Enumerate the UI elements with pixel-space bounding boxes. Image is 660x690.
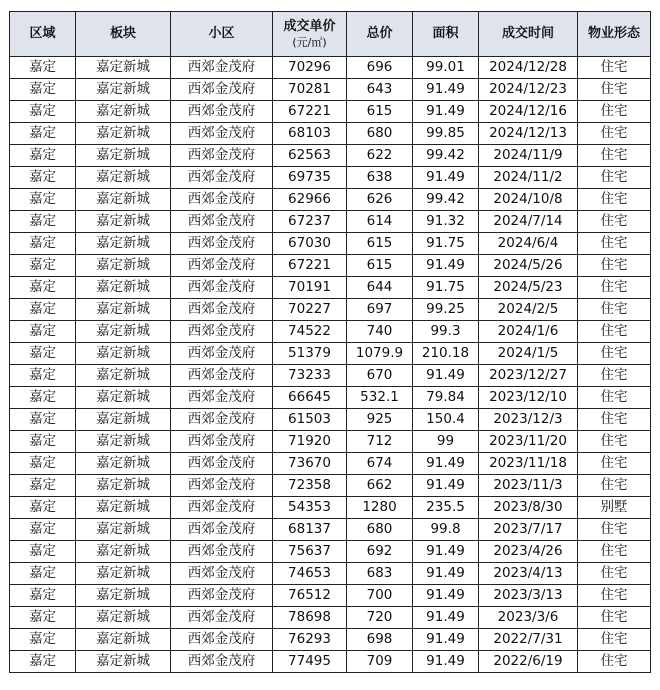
sector-cell: 嘉定新城 [76,585,171,607]
community-cell: 西郊金茂府 [171,519,273,541]
unit-price-cell: 62966 [273,189,347,211]
area-cell: 99.42 [413,145,479,167]
deal-date-cell: 2024/6/4 [479,233,578,255]
area-cell: 99.85 [413,123,479,145]
property-type-cell: 住宅 [578,255,651,277]
unit-price-cell: 75637 [273,541,347,563]
property-type-cell: 住宅 [578,123,651,145]
table-row [10,651,651,673]
table-row [10,497,651,519]
sector-cell: 嘉定新城 [76,211,171,233]
total-price-cell: 700 [347,585,413,607]
community-cell: 西郊金茂府 [171,299,273,321]
table-row [10,277,651,299]
community-cell: 西郊金茂府 [171,431,273,453]
header-row [10,12,651,57]
community-cell: 西郊金茂府 [171,57,273,79]
district-cell: 嘉定 [10,79,76,101]
table-row [10,299,651,321]
district-cell: 嘉定 [10,321,76,343]
area-cell: 91.49 [413,453,479,475]
table-row [10,233,651,255]
district-cell: 嘉定 [10,145,76,167]
community-cell: 西郊金茂府 [171,233,273,255]
deal-date-cell: 2022/6/19 [479,651,578,673]
total-price-cell: 638 [347,167,413,189]
deal-date-cell: 2023/12/3 [479,409,578,431]
area-cell: 99.01 [413,57,479,79]
district-cell: 嘉定 [10,519,76,541]
deal-date-cell: 2024/12/13 [479,123,578,145]
community-cell: 西郊金茂府 [171,497,273,519]
deal-date-cell: 2023/3/6 [479,607,578,629]
property-type-cell: 住宅 [578,387,651,409]
total-price-cell: 1079.9 [347,343,413,365]
deal-date-cell: 2022/7/31 [479,629,578,651]
header-unit-price-unit: (元/㎡) [292,35,327,49]
table-row [10,563,651,585]
table-row [10,453,651,475]
district-cell: 嘉定 [10,123,76,145]
table-row [10,343,651,365]
district-cell: 嘉定 [10,189,76,211]
deal-date-cell: 2023/12/27 [479,365,578,387]
community-cell: 西郊金茂府 [171,409,273,431]
total-price-cell: 615 [347,101,413,123]
district-cell: 嘉定 [10,431,76,453]
unit-price-cell: 72358 [273,475,347,497]
area-cell: 91.75 [413,277,479,299]
unit-price-cell: 71920 [273,431,347,453]
community-cell: 西郊金茂府 [171,563,273,585]
deal-date-cell: 2024/12/23 [479,79,578,101]
unit-price-cell: 70191 [273,277,347,299]
property-type-cell: 住宅 [578,211,651,233]
property-type-cell: 别墅 [578,497,651,519]
total-price-cell: 683 [347,563,413,585]
area-cell: 91.49 [413,563,479,585]
table-row [10,365,651,387]
unit-price-cell: 73233 [273,365,347,387]
table-row [10,585,651,607]
area-cell: 91.49 [413,651,479,673]
table-row [10,101,651,123]
total-price-cell: 674 [347,453,413,475]
sector-cell: 嘉定新城 [76,321,171,343]
sector-cell: 嘉定新城 [76,629,171,651]
header-unit-price [273,12,347,57]
sector-cell: 嘉定新城 [76,541,171,563]
district-cell: 嘉定 [10,497,76,519]
total-price-cell: 680 [347,519,413,541]
district-cell: 嘉定 [10,211,76,233]
transaction-table [9,11,651,673]
district-cell: 嘉定 [10,585,76,607]
property-type-cell: 住宅 [578,233,651,255]
deal-date-cell: 2024/1/6 [479,321,578,343]
header-district: 区域 [10,12,76,57]
deal-date-cell: 2023/12/10 [479,387,578,409]
total-price-cell: 740 [347,321,413,343]
district-cell: 嘉定 [10,629,76,651]
unit-price-cell: 51379 [273,343,347,365]
community-cell: 西郊金茂府 [171,651,273,673]
district-cell: 嘉定 [10,57,76,79]
deal-date-cell: 2023/11/3 [479,475,578,497]
area-cell: 91.49 [413,365,479,387]
sector-cell: 嘉定新城 [76,365,171,387]
total-price-cell: 680 [347,123,413,145]
district-cell: 嘉定 [10,233,76,255]
district-cell: 嘉定 [10,475,76,497]
sector-cell: 嘉定新城 [76,607,171,629]
area-cell: 150.4 [413,409,479,431]
district-cell: 嘉定 [10,167,76,189]
header-total-price: 总价 [347,12,413,57]
property-type-cell: 住宅 [578,475,651,497]
deal-date-cell: 2024/1/5 [479,343,578,365]
district-cell: 嘉定 [10,541,76,563]
property-type-cell: 住宅 [578,277,651,299]
unit-price-cell: 67221 [273,101,347,123]
community-cell: 西郊金茂府 [171,585,273,607]
unit-price-cell: 70296 [273,57,347,79]
table-row [10,431,651,453]
total-price-cell: 662 [347,475,413,497]
total-price-cell: 670 [347,365,413,387]
unit-price-cell: 61503 [273,409,347,431]
community-cell: 西郊金茂府 [171,453,273,475]
deal-date-cell: 2023/11/18 [479,453,578,475]
sector-cell: 嘉定新城 [76,277,171,299]
table-row [10,607,651,629]
unit-price-cell: 67221 [273,255,347,277]
sector-cell: 嘉定新城 [76,79,171,101]
unit-price-cell: 76512 [273,585,347,607]
table-row [10,629,651,651]
community-cell: 西郊金茂府 [171,321,273,343]
community-cell: 西郊金茂府 [171,101,273,123]
header-deal-date: 成交时间 [479,12,578,57]
area-cell: 235.5 [413,497,479,519]
district-cell: 嘉定 [10,387,76,409]
sector-cell: 嘉定新城 [76,167,171,189]
district-cell: 嘉定 [10,607,76,629]
header-area: 面积 [413,12,479,57]
area-cell: 91.49 [413,167,479,189]
deal-date-cell: 2023/8/30 [479,497,578,519]
deal-date-cell: 2024/12/28 [479,57,578,79]
property-type-cell: 住宅 [578,365,651,387]
area-cell: 91.49 [413,607,479,629]
area-cell: 99 [413,431,479,453]
total-price-cell: 644 [347,277,413,299]
table-row [10,167,651,189]
sector-cell: 嘉定新城 [76,123,171,145]
area-cell: 91.49 [413,541,479,563]
table-row [10,189,651,211]
community-cell: 西郊金茂府 [171,629,273,651]
property-type-cell: 住宅 [578,431,651,453]
sector-cell: 嘉定新城 [76,409,171,431]
area-cell: 91.49 [413,101,479,123]
sector-cell: 嘉定新城 [76,101,171,123]
unit-price-cell: 68103 [273,123,347,145]
total-price-cell: 696 [347,57,413,79]
sector-cell: 嘉定新城 [76,189,171,211]
area-cell: 210.18 [413,343,479,365]
district-cell: 嘉定 [10,563,76,585]
district-cell: 嘉定 [10,101,76,123]
table-row [10,255,651,277]
district-cell: 嘉定 [10,409,76,431]
total-price-cell: 622 [347,145,413,167]
property-type-cell: 住宅 [578,343,651,365]
community-cell: 西郊金茂府 [171,475,273,497]
total-price-cell: 615 [347,255,413,277]
sector-cell: 嘉定新城 [76,299,171,321]
table-row [10,57,651,79]
header-community: 小区 [171,12,273,57]
total-price-cell: 532.1 [347,387,413,409]
total-price-cell: 709 [347,651,413,673]
unit-price-cell: 74522 [273,321,347,343]
table-row [10,211,651,233]
district-cell: 嘉定 [10,651,76,673]
deal-date-cell: 2024/5/23 [479,277,578,299]
total-price-cell: 712 [347,431,413,453]
deal-date-cell: 2024/10/8 [479,189,578,211]
property-type-cell: 住宅 [578,629,651,651]
total-price-cell: 643 [347,79,413,101]
unit-price-cell: 70281 [273,79,347,101]
table-header [10,12,651,57]
area-cell: 79.84 [413,387,479,409]
total-price-cell: 925 [347,409,413,431]
sector-cell: 嘉定新城 [76,431,171,453]
unit-price-cell: 54353 [273,497,347,519]
area-cell: 99.8 [413,519,479,541]
community-cell: 西郊金茂府 [171,167,273,189]
header-unit-price-label: 成交单价 [283,18,336,34]
table-row [10,145,651,167]
community-cell: 西郊金茂府 [171,189,273,211]
deal-date-cell: 2023/11/20 [479,431,578,453]
unit-price-cell: 69735 [273,167,347,189]
table-row [10,79,651,101]
district-cell: 嘉定 [10,255,76,277]
community-cell: 西郊金茂府 [171,343,273,365]
property-type-cell: 住宅 [578,651,651,673]
deal-date-cell: 2023/7/17 [479,519,578,541]
community-cell: 西郊金茂府 [171,145,273,167]
table-row [10,541,651,563]
total-price-cell: 698 [347,629,413,651]
sector-cell: 嘉定新城 [76,145,171,167]
deal-date-cell: 2024/5/26 [479,255,578,277]
property-type-cell: 住宅 [578,585,651,607]
property-type-cell: 住宅 [578,57,651,79]
property-type-cell: 住宅 [578,299,651,321]
community-cell: 西郊金茂府 [171,255,273,277]
deal-date-cell: 2024/2/5 [479,299,578,321]
table-row [10,123,651,145]
deal-date-cell: 2024/7/14 [479,211,578,233]
property-type-cell: 住宅 [578,453,651,475]
deal-date-cell: 2023/4/26 [479,541,578,563]
area-cell: 99.25 [413,299,479,321]
header-sector: 板块 [76,12,171,57]
unit-price-cell: 77495 [273,651,347,673]
unit-price-cell: 76293 [273,629,347,651]
total-price-cell: 614 [347,211,413,233]
table-body [10,57,651,673]
sector-cell: 嘉定新城 [76,563,171,585]
total-price-cell: 615 [347,233,413,255]
sector-cell: 嘉定新城 [76,497,171,519]
total-price-cell: 720 [347,607,413,629]
district-cell: 嘉定 [10,365,76,387]
property-type-cell: 住宅 [578,409,651,431]
total-price-cell: 1280 [347,497,413,519]
community-cell: 西郊金茂府 [171,123,273,145]
district-cell: 嘉定 [10,277,76,299]
unit-price-cell: 62563 [273,145,347,167]
transaction-table-container [9,11,651,673]
area-cell: 91.49 [413,585,479,607]
total-price-cell: 697 [347,299,413,321]
property-type-cell: 住宅 [578,607,651,629]
community-cell: 西郊金茂府 [171,607,273,629]
deal-date-cell: 2024/12/16 [479,101,578,123]
district-cell: 嘉定 [10,453,76,475]
total-price-cell: 626 [347,189,413,211]
area-cell: 91.49 [413,475,479,497]
community-cell: 西郊金茂府 [171,541,273,563]
table-row [10,519,651,541]
area-cell: 91.75 [413,233,479,255]
community-cell: 西郊金茂府 [171,387,273,409]
area-cell: 91.49 [413,255,479,277]
district-cell: 嘉定 [10,343,76,365]
unit-price-cell: 67237 [273,211,347,233]
unit-price-cell: 74653 [273,563,347,585]
unit-price-cell: 68137 [273,519,347,541]
total-price-cell: 692 [347,541,413,563]
area-cell: 99.42 [413,189,479,211]
sector-cell: 嘉定新城 [76,387,171,409]
deal-date-cell: 2024/11/2 [479,167,578,189]
unit-price-cell: 73670 [273,453,347,475]
community-cell: 西郊金茂府 [171,211,273,233]
property-type-cell: 住宅 [578,321,651,343]
property-type-cell: 住宅 [578,167,651,189]
sector-cell: 嘉定新城 [76,475,171,497]
deal-date-cell: 2023/4/13 [479,563,578,585]
table-row [10,409,651,431]
unit-price-cell: 70227 [273,299,347,321]
table-row [10,321,651,343]
property-type-cell: 住宅 [578,541,651,563]
sector-cell: 嘉定新城 [76,651,171,673]
area-cell: 91.49 [413,79,479,101]
community-cell: 西郊金茂府 [171,365,273,387]
header-property-type: 物业形态 [578,12,651,57]
property-type-cell: 住宅 [578,519,651,541]
sector-cell: 嘉定新城 [76,343,171,365]
deal-date-cell: 2024/11/9 [479,145,578,167]
property-type-cell: 住宅 [578,79,651,101]
deal-date-cell: 2023/3/13 [479,585,578,607]
sector-cell: 嘉定新城 [76,453,171,475]
sector-cell: 嘉定新城 [76,233,171,255]
property-type-cell: 住宅 [578,145,651,167]
sector-cell: 嘉定新城 [76,519,171,541]
property-type-cell: 住宅 [578,563,651,585]
property-type-cell: 住宅 [578,101,651,123]
unit-price-cell: 67030 [273,233,347,255]
table-row [10,475,651,497]
property-type-cell: 住宅 [578,189,651,211]
district-cell: 嘉定 [10,299,76,321]
area-cell: 91.49 [413,629,479,651]
sector-cell: 嘉定新城 [76,255,171,277]
area-cell: 91.32 [413,211,479,233]
table-row [10,387,651,409]
sector-cell: 嘉定新城 [76,57,171,79]
area-cell: 99.3 [413,321,479,343]
unit-price-cell: 78698 [273,607,347,629]
unit-price-cell: 66645 [273,387,347,409]
community-cell: 西郊金茂府 [171,277,273,299]
community-cell: 西郊金茂府 [171,79,273,101]
